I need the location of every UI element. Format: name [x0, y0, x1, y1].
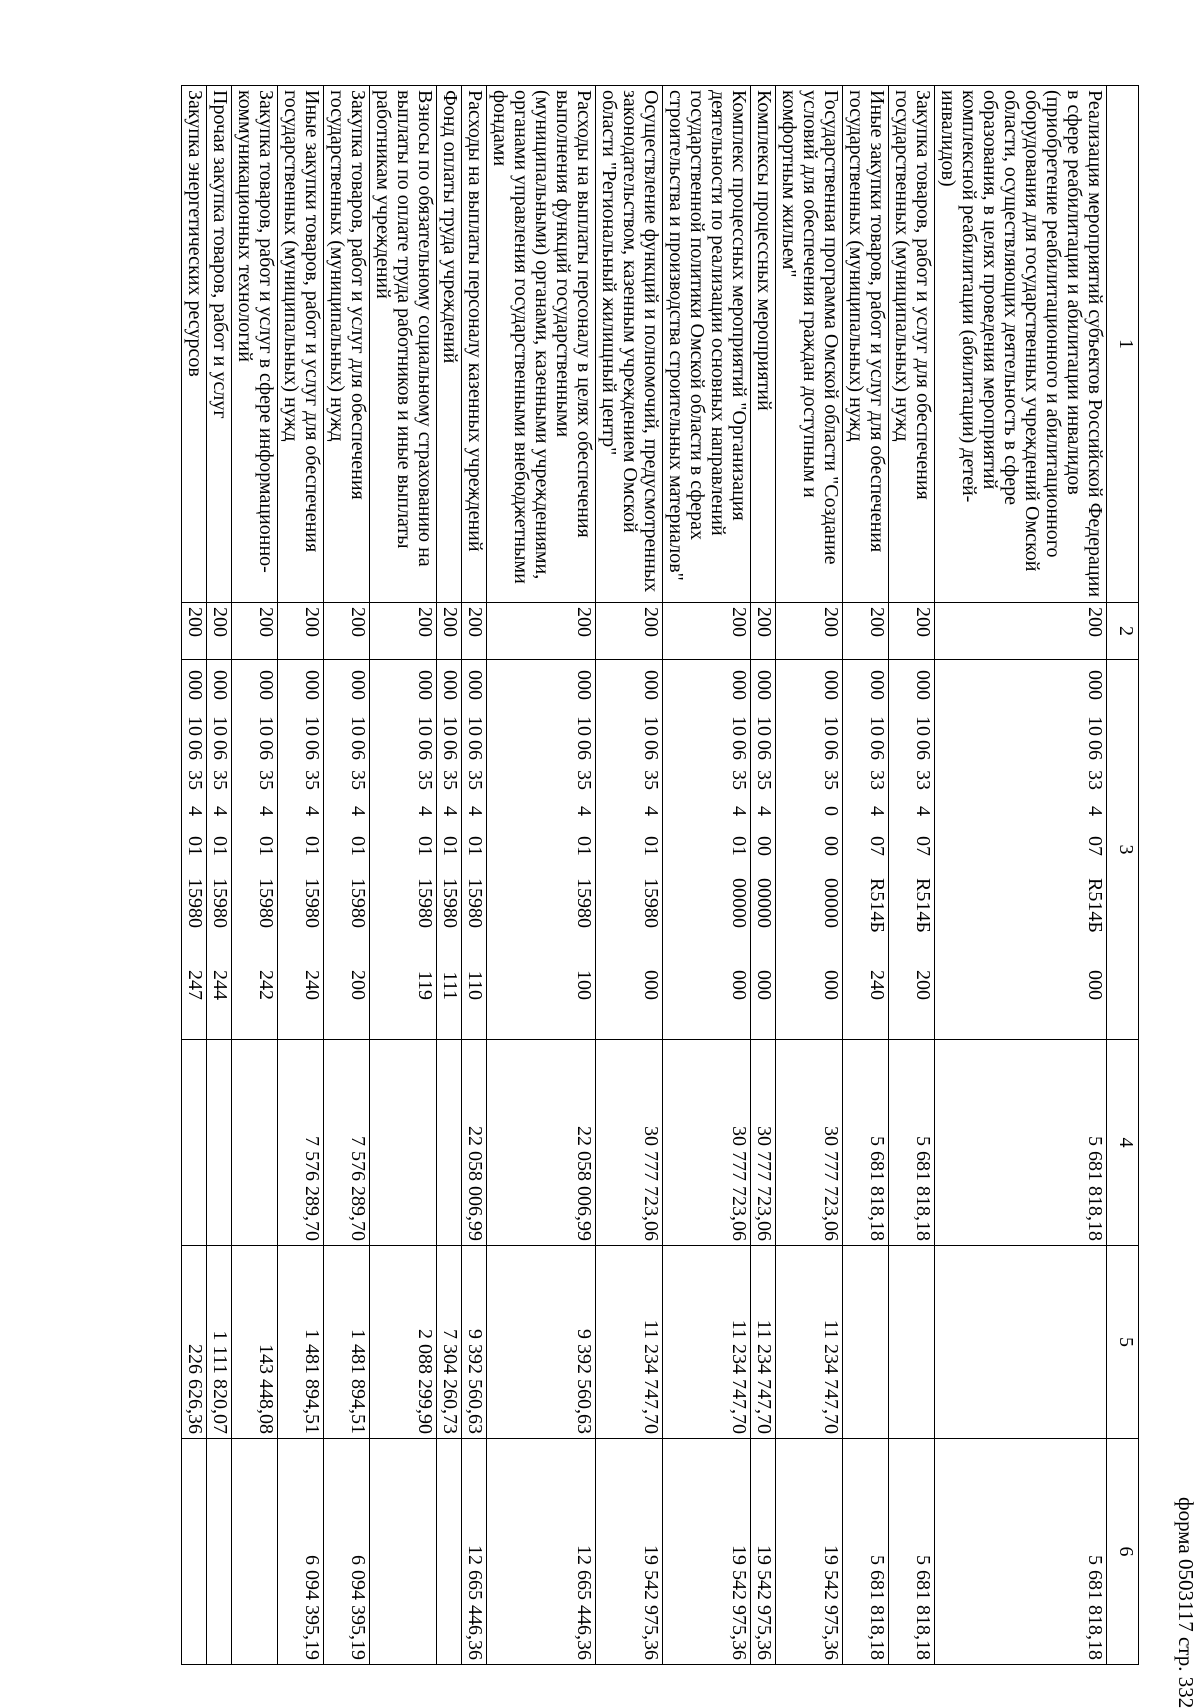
header-col-1: 1: [1107, 86, 1139, 603]
row-classification-code: [751, 660, 776, 1040]
code-part: 01: [301, 836, 323, 856]
code-part: 000: [184, 670, 206, 700]
code-part: 4: [301, 806, 323, 816]
code-part: 15980: [209, 878, 231, 928]
table-row: [843, 86, 889, 1665]
code-part: 000: [728, 970, 750, 1000]
row-approved-amount: 5 681 818,18: [843, 1040, 889, 1246]
code-part: 0: [820, 806, 842, 816]
code-parts: [912, 664, 933, 1035]
row-unexecuted-amount: 19 542 975,36: [776, 1439, 843, 1665]
row-classification-code: [278, 660, 324, 1040]
code-part: 240: [866, 970, 888, 1000]
header-col-2: 2: [1107, 603, 1139, 660]
code-part: 4: [866, 806, 888, 816]
code-part: 01: [414, 836, 436, 856]
row-line-code: 200: [324, 603, 370, 660]
code-part: 15980: [347, 878, 369, 928]
row-executed-amount: 9 392 560,63: [487, 1246, 596, 1439]
code-part: 35: [301, 770, 323, 790]
row-classification-code: [889, 660, 935, 1040]
code-part: 10: [464, 716, 486, 736]
table-row: [278, 86, 324, 1665]
code-part: 10: [820, 716, 842, 736]
row-unexecuted-amount: 19 542 975,36: [751, 1439, 776, 1665]
row-executed-amount: 11 234 747,70: [596, 1246, 663, 1439]
code-part: 00: [753, 836, 775, 856]
row-classification-code: [462, 660, 487, 1040]
code-part: 247: [184, 970, 206, 1000]
code-part: 10: [573, 716, 595, 736]
code-part: 000: [820, 970, 842, 1000]
header-col-5: 5: [1107, 1246, 1139, 1439]
code-parts: [255, 664, 276, 1035]
code-part: 10: [439, 716, 461, 736]
code-parts: [820, 664, 841, 1035]
code-part: 000: [301, 670, 323, 700]
code-part: 4: [1084, 806, 1106, 816]
code-part: 15980: [573, 878, 595, 928]
row-name: Комплексы процессных мероприятий: [751, 86, 776, 603]
code-part: R514Б: [866, 878, 888, 933]
code-part: 10: [301, 716, 323, 736]
row-approved-amount: [370, 1040, 437, 1246]
code-part: 06: [753, 740, 775, 760]
row-line-code: 200: [776, 603, 843, 660]
code-part: 33: [866, 770, 888, 790]
code-part: 35: [414, 770, 436, 790]
row-name: Взносы по обязательному социальному страхованию на выплаты по оплате труда работников и иные выплаты работникам учреждений: [370, 86, 437, 603]
code-part: 00000: [820, 878, 842, 928]
code-part: 4: [912, 806, 934, 816]
row-classification-code: [182, 660, 207, 1040]
code-part: 06: [728, 740, 750, 760]
code-part: 4: [640, 806, 662, 816]
row-unexecuted-amount: 12 665 446,36: [462, 1439, 487, 1665]
code-part: 35: [753, 770, 775, 790]
table-row: [935, 86, 1107, 1665]
code-part: 06: [414, 740, 436, 760]
code-parts: [640, 664, 661, 1035]
row-approved-amount: 7 576 289,70: [324, 1040, 370, 1246]
code-part: 000: [209, 670, 231, 700]
row-unexecuted-amount: 6 094 395,19: [278, 1439, 324, 1665]
code-parts: [573, 664, 594, 1035]
code-part: 000: [866, 670, 888, 700]
code-part: 4: [414, 806, 436, 816]
row-name: Иные закупки товаров, работ и услуг для обеспечения государственных (муниципальных) нужд: [278, 86, 324, 603]
code-part: 35: [184, 770, 206, 790]
code-part: 000: [1084, 970, 1106, 1000]
code-part: 06: [1084, 740, 1106, 760]
code-part: 06: [347, 740, 369, 760]
row-unexecuted-amount: [182, 1439, 207, 1665]
code-part: 4: [753, 806, 775, 816]
code-part: 07: [912, 836, 934, 856]
code-part: 01: [347, 836, 369, 856]
code-part: 15980: [439, 878, 461, 928]
table-row: [596, 86, 663, 1665]
code-parts: [209, 664, 230, 1035]
row-approved-amount: [437, 1040, 462, 1246]
code-part: 06: [255, 740, 277, 760]
code-parts: [753, 664, 774, 1035]
row-approved-amount: [182, 1040, 207, 1246]
code-part: 15980: [414, 878, 436, 928]
row-line-code: 200: [207, 603, 232, 660]
row-unexecuted-amount: 5 681 818,18: [889, 1439, 935, 1665]
table-row: [462, 86, 487, 1665]
row-classification-code: [370, 660, 437, 1040]
code-part: 01: [184, 836, 206, 856]
row-line-code: 200: [437, 603, 462, 660]
table-row: [232, 86, 278, 1665]
code-part: 00000: [753, 878, 775, 928]
code-part: 15980: [640, 878, 662, 928]
row-name: Иные закупки товаров, работ и услуг для обеспечения государственных (муниципальных) нужд: [843, 86, 889, 603]
row-name: Расходы на выплаты персоналу казенных учреждений: [462, 86, 487, 603]
row-line-code: 200: [278, 603, 324, 660]
code-part: R514Б: [912, 878, 934, 933]
row-classification-code: [776, 660, 843, 1040]
code-part: 33: [912, 770, 934, 790]
code-part: 10: [1084, 716, 1106, 736]
row-line-code: 200: [843, 603, 889, 660]
row-approved-amount: 30 777 723,06: [751, 1040, 776, 1246]
code-part: 35: [209, 770, 231, 790]
row-executed-amount: [935, 1246, 1107, 1439]
code-part: 000: [912, 670, 934, 700]
code-part: R514Б: [1084, 878, 1106, 933]
code-part: 01: [640, 836, 662, 856]
code-part: 15980: [301, 878, 323, 928]
code-part: 244: [209, 970, 231, 1000]
code-part: 4: [347, 806, 369, 816]
table-row: [182, 86, 207, 1665]
row-line-code: 200: [462, 603, 487, 660]
row-executed-amount: 226 626,36: [182, 1246, 207, 1439]
table-row: [370, 86, 437, 1665]
table-row: [437, 86, 462, 1665]
row-unexecuted-amount: 6 094 395,19: [324, 1439, 370, 1665]
row-executed-amount: [843, 1246, 889, 1439]
row-name: Реализация мероприятий субъектов Российской Федерации в сфере реабилитации и абилитации инвалидов (приобретение реабилитационного и абилитационного оборудования для государственных учреждений Омской области, осуществляющих деятельность в сфере образования, в целях проведения мероприятий комплексной реабилитации (абилитации) детей-инвалидов): [935, 86, 1107, 603]
row-name: Закупка энергетических ресурсов: [182, 86, 207, 603]
row-name: Закупка товаров, работ и услуг для обеспечения государственных (муниципальных) нужд: [324, 86, 370, 603]
row-approved-amount: 7 576 289,70: [278, 1040, 324, 1246]
code-part: 100: [573, 970, 595, 1000]
code-part: 06: [209, 740, 231, 760]
form-reference: форма 0503117 стр. 332: [1174, 1497, 1198, 1708]
row-approved-amount: [232, 1040, 278, 1246]
code-part: 000: [464, 670, 486, 700]
code-part: 00: [820, 836, 842, 856]
row-approved-amount: 5 681 818,18: [889, 1040, 935, 1246]
code-part: 06: [820, 740, 842, 760]
row-approved-amount: 30 777 723,06: [663, 1040, 751, 1246]
code-part: 06: [573, 740, 595, 760]
row-executed-amount: [889, 1246, 935, 1439]
code-part: 35: [728, 770, 750, 790]
code-part: 200: [347, 970, 369, 1000]
code-part: 06: [184, 740, 206, 760]
row-classification-code: [437, 660, 462, 1040]
row-name: Прочая закупка товаров, работ и услуг: [207, 86, 232, 603]
row-executed-amount: 1 481 894,51: [324, 1246, 370, 1439]
header-col-6: 6: [1107, 1439, 1139, 1665]
code-part: 119: [414, 970, 436, 1000]
code-part: 4: [255, 806, 277, 816]
code-part: 10: [414, 716, 436, 736]
row-executed-amount: 143 448,08: [232, 1246, 278, 1439]
table-row: [207, 86, 232, 1665]
table-row: [889, 86, 935, 1665]
code-part: 35: [820, 770, 842, 790]
row-unexecuted-amount: [437, 1439, 462, 1665]
code-part: 01: [573, 836, 595, 856]
code-part: 4: [464, 806, 486, 816]
code-part: 01: [439, 836, 461, 856]
row-approved-amount: 22 058 006,99: [462, 1040, 487, 1246]
row-executed-amount: 11 234 747,70: [776, 1246, 843, 1439]
code-parts: [184, 664, 205, 1035]
code-part: 000: [1084, 670, 1106, 700]
row-approved-amount: 5 681 818,18: [935, 1040, 1107, 1246]
table-row: [751, 86, 776, 1665]
code-part: 15980: [255, 878, 277, 928]
row-classification-code: [324, 660, 370, 1040]
code-part: 000: [820, 670, 842, 700]
code-part: 000: [255, 670, 277, 700]
row-unexecuted-amount: 19 542 975,36: [596, 1439, 663, 1665]
row-line-code: 200: [751, 603, 776, 660]
row-name: Закупка товаров, работ и услуг для обеспечения государственных (муниципальных) нужд: [889, 86, 935, 603]
code-part: 35: [255, 770, 277, 790]
code-parts: [728, 664, 749, 1035]
row-line-code: 200: [487, 603, 596, 660]
code-part: 35: [439, 770, 461, 790]
row-name: Закупка товаров, работ и услуг в сфере информационно-коммуникационных технологий: [232, 86, 278, 603]
code-part: 10: [866, 716, 888, 736]
header-row: [1107, 86, 1139, 1665]
row-line-code: 200: [370, 603, 437, 660]
code-part: 000: [728, 670, 750, 700]
table-row: [663, 86, 751, 1665]
code-part: 10: [184, 716, 206, 736]
row-name: Осуществление функций и полномочий, предусмотренных законодательством, казенным учреждением Омской области "Региональный жилищный центр": [596, 86, 663, 603]
row-line-code: 200: [182, 603, 207, 660]
row-classification-code: [663, 660, 751, 1040]
code-part: 000: [347, 670, 369, 700]
table-row: [324, 86, 370, 1665]
code-part: 000: [753, 670, 775, 700]
code-part: 242: [255, 970, 277, 1000]
code-part: 10: [209, 716, 231, 736]
code-part: 01: [728, 836, 750, 856]
row-name: Государственная программа Омской области "Создание условий для обеспечения граждан доступным и комфортным жильем": [776, 86, 843, 603]
table-body: [182, 86, 1107, 1665]
code-part: 10: [912, 716, 934, 736]
row-executed-amount: 7 304 260,73: [437, 1246, 462, 1439]
table-row: [776, 86, 843, 1665]
row-classification-code: [596, 660, 663, 1040]
code-part: 33: [1084, 770, 1106, 790]
code-part: 10: [347, 716, 369, 736]
code-part: 00000: [728, 878, 750, 928]
code-part: 000: [753, 970, 775, 1000]
row-unexecuted-amount: 5 681 818,18: [843, 1439, 889, 1665]
code-part: 000: [640, 970, 662, 1000]
row-classification-code: [487, 660, 596, 1040]
row-classification-code: [843, 660, 889, 1040]
code-part: 000: [640, 670, 662, 700]
row-executed-amount: 2 088 299,90: [370, 1246, 437, 1439]
code-part: 15980: [184, 878, 206, 928]
row-classification-code: [207, 660, 232, 1040]
code-part: 06: [464, 740, 486, 760]
row-executed-amount: 1 111 820,07: [207, 1246, 232, 1439]
row-line-code: 200: [663, 603, 751, 660]
row-executed-amount: 11 234 747,70: [751, 1246, 776, 1439]
code-part: 4: [184, 806, 206, 816]
budget-table: [181, 85, 1139, 1665]
code-parts: [1084, 664, 1105, 1035]
row-unexecuted-amount: 12 665 446,36: [487, 1439, 596, 1665]
row-executed-amount: 11 234 747,70: [663, 1246, 751, 1439]
header-col-4: 4: [1107, 1040, 1139, 1246]
code-parts: [414, 664, 435, 1035]
row-unexecuted-amount: [370, 1439, 437, 1665]
code-part: 01: [209, 836, 231, 856]
code-part: 110: [464, 970, 486, 1000]
row-executed-amount: 9 392 560,63: [462, 1246, 487, 1439]
code-part: 06: [301, 740, 323, 760]
row-executed-amount: 1 481 894,51: [278, 1246, 324, 1439]
code-parts: [347, 664, 368, 1035]
row-approved-amount: 30 777 723,06: [776, 1040, 843, 1246]
code-part: 35: [573, 770, 595, 790]
row-approved-amount: 22 058 006,99: [487, 1040, 596, 1246]
code-part: 06: [866, 740, 888, 760]
code-part: 06: [912, 740, 934, 760]
row-unexecuted-amount: [232, 1439, 278, 1665]
row-line-code: 200: [935, 603, 1107, 660]
code-part: 000: [414, 670, 436, 700]
row-line-code: 200: [889, 603, 935, 660]
row-classification-code: [232, 660, 278, 1040]
code-part: 4: [573, 806, 595, 816]
code-part: 35: [347, 770, 369, 790]
header-col-3: 3: [1107, 660, 1139, 1040]
row-unexecuted-amount: [207, 1439, 232, 1665]
row-unexecuted-amount: 5 681 818,18: [935, 1439, 1107, 1665]
code-part: 10: [640, 716, 662, 736]
row-approved-amount: 30 777 723,06: [596, 1040, 663, 1246]
table-row: [487, 86, 596, 1665]
code-part: 000: [573, 670, 595, 700]
code-parts: [866, 664, 887, 1035]
row-name: Расходы на выплаты персоналу в целях обеспечения выполнения функций государственными (муниципальными) органами, казенными учреждениями, органами управления государственными внебюджетными фондами: [487, 86, 596, 603]
row-name: Фонд оплаты труда учреждений: [437, 86, 462, 603]
row-unexecuted-amount: 19 542 975,36: [663, 1439, 751, 1665]
code-parts: [301, 664, 322, 1035]
row-name: Комплекс процессных мероприятий "Организация деятельности по реализации основных направлений государственной политики Омской области в сферах строительства и производства строительных материалов": [663, 86, 751, 603]
code-part: 111: [439, 971, 461, 1000]
code-part: 4: [209, 806, 231, 816]
code-part: 01: [255, 836, 277, 856]
code-part: 06: [439, 740, 461, 760]
row-approved-amount: [207, 1040, 232, 1246]
code-parts: [439, 664, 460, 1035]
code-part: 10: [728, 716, 750, 736]
code-part: 15980: [464, 878, 486, 928]
code-part: 240: [301, 970, 323, 1000]
code-part: 10: [753, 716, 775, 736]
code-part: 01: [464, 836, 486, 856]
row-line-code: 200: [596, 603, 663, 660]
row-line-code: 200: [232, 603, 278, 660]
code-parts: [464, 664, 485, 1035]
code-part: 07: [1084, 836, 1106, 856]
code-part: 10: [255, 716, 277, 736]
code-part: 06: [640, 740, 662, 760]
code-part: 200: [912, 970, 934, 1000]
code-part: 4: [439, 806, 461, 816]
code-part: 07: [866, 836, 888, 856]
row-classification-code: [935, 660, 1107, 1040]
code-part: 35: [464, 770, 486, 790]
code-part: 4: [728, 806, 750, 816]
code-part: 35: [640, 770, 662, 790]
code-part: 000: [439, 670, 461, 700]
